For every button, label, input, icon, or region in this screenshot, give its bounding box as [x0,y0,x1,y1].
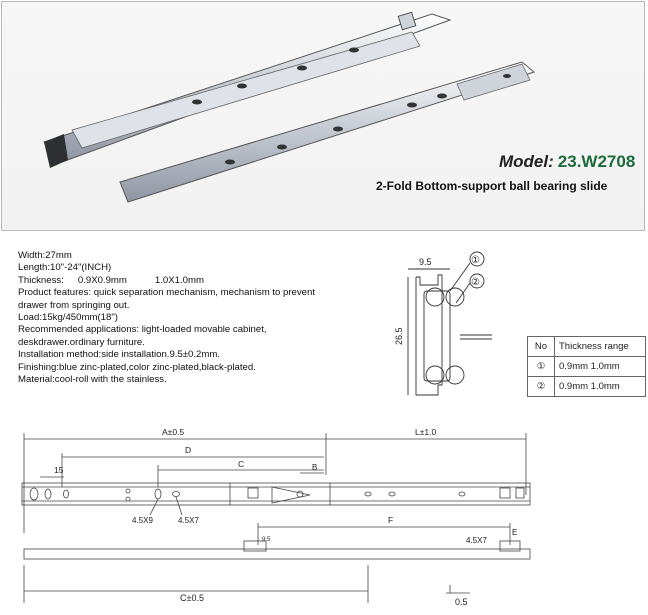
table-row [528,357,646,377]
dim-width-label: 9.5 [419,257,432,267]
upper-slide-inner-rail [72,32,420,148]
mounting-hole [277,145,287,150]
slot-hole [459,492,465,496]
square-hole [516,488,524,498]
dim-b-label: B [312,463,318,472]
mounting-hole [437,94,447,99]
table-header [528,337,646,357]
model-code: 23.W2708 [557,152,636,171]
profile-cross-section [380,245,520,405]
profile-ball-bottom-2 [446,366,464,384]
spec-thickness [18,275,338,287]
spec-thickness-b: 1.0X1.0mm [154,274,204,286]
dim-d-label: D [185,445,192,455]
mounting-hole [225,160,235,165]
profile-ball-top-2 [446,288,464,306]
mounting-hole [349,48,359,53]
slot-hole [45,489,51,499]
slot-hole [155,489,161,499]
dim-f-label: F [388,515,394,525]
profile-inner-channel [424,291,450,381]
spec-installation: Installation method:side installation.9.5±0.2mm. [18,349,221,361]
thickness-table [527,336,646,397]
callout-2-leader [456,283,470,303]
row-no: ① [528,357,555,377]
callout-1-label: ① [471,255,480,266]
hole-leader [176,497,182,515]
drawing-slide-body [22,483,530,505]
square-hole [248,488,258,498]
lower-slide-inner-rail [457,64,530,100]
hole-3-label: 4.5X7 [466,536,487,545]
slot-hole [30,488,38,500]
round-hole [297,491,303,497]
mounting-hole [297,66,307,71]
slot-hole [64,490,69,498]
mounting-hole [237,84,247,89]
spec-features: Product features: quick separation mechanism, mechanism to prevent drawer from springing out. [18,287,316,311]
product-subtitle: 2-Fold Bottom-support ball bearing slide [376,179,608,193]
mounting-hole [503,74,511,78]
product-banner [1,1,645,231]
dim-a-label: A±0.5 [162,427,185,437]
table-row [528,377,646,397]
header-no: No [528,337,555,357]
thickness-mark-label: 0.5 [455,597,468,607]
callout-2-label: ② [471,277,480,288]
upper-slide-front-bracket [44,134,68,168]
slot-hole [365,492,371,496]
dim-c-label: C [238,459,245,469]
dim-c-bottom-label: C±0.5 [180,593,204,603]
specifications [18,250,338,386]
spec-thickness-a: 0.9X0.9mm [77,274,127,286]
row-no: ② [528,377,555,397]
header-range: Thickness range [555,337,646,357]
row-range: 0.9mm 1.0mm [555,377,646,397]
square-hole [500,488,510,498]
profile-outer-shape [416,275,442,395]
model-label: Model: [499,152,554,171]
mounting-hole [333,127,343,132]
spec-length: Length:10"-24"(INCH) [18,262,112,274]
mounting-hole [192,100,202,105]
spec-material: Material:cool-roll with the stainless. [18,374,167,386]
spec-applications: Recommended applications: light-loaded movable cabinet, deskdrawer.ordinary furniture. [18,324,267,348]
dim-small-label: 9.5 [262,537,271,543]
slide-product-illustration [2,2,646,232]
dim-15-label: 15 [54,465,64,475]
dim-e-label: E [512,528,518,537]
model-heading [499,152,635,172]
slot-hole [173,492,180,497]
round-hole [126,489,130,493]
spec-load: Load:15kg/450mm(18") [18,312,118,324]
spec-thickness-label: Thickness: [18,274,64,286]
spec-finishing: Finishing:blue zinc-plated,color zinc-plated,black-plated. [18,361,256,373]
mounting-hole [407,103,417,108]
spec-width: Width:27mm [18,250,72,261]
hole-1-label: 4.5X9 [132,516,153,525]
row-range: 0.9mm 1.0mm [555,357,646,377]
dim-l-label: L±1.0 [415,427,437,437]
hole-2-label: 4.5X7 [178,516,199,525]
drawing-inner-member [24,549,530,559]
dim-height-label: 26.5 [394,327,404,345]
technical-drawing [0,415,648,615]
round-hole [126,497,130,501]
slot-hole [389,492,395,496]
